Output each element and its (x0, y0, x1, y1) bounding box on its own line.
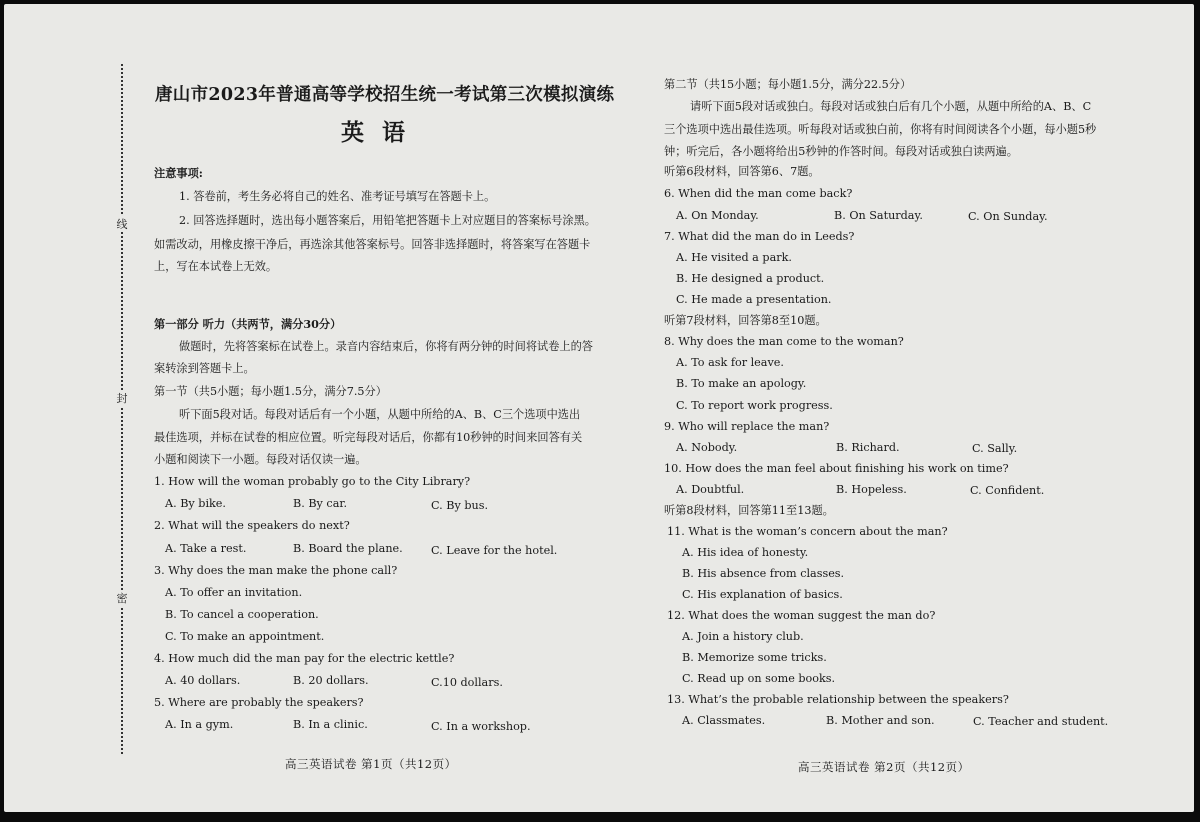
question-10: 10. How does the man feel about finishing his work on time? (664, 462, 1009, 475)
part1-heading: 第一部分 听力（共两节，满分30分） (154, 317, 342, 331)
q5-option-a: A. In a gym. (165, 718, 234, 731)
binding-mark-xian: 线 (113, 216, 131, 232)
q12-option-b: B. Memorize some tricks. (682, 651, 827, 664)
q2-option-a: A. Take a rest. (165, 542, 247, 555)
section1-intro-c: 小题和阅读下一小题。每段对话仅读一遍。 (154, 453, 367, 466)
section2-intro-c: 钟；听完后，各小题将给出5秒钟的作答时间。每段对话或独白读两遍。 (664, 145, 1018, 158)
q2-option-b: B. Board the plane. (293, 542, 403, 555)
page-1-footer: 高三英语试卷 第1页（共12页） (285, 757, 457, 771)
question-2: 2. What will the speakers do next? (154, 519, 350, 532)
question-5: 5. Where are probably the speakers? (154, 696, 364, 709)
page-2-footer: 高三英语试卷 第2页（共12页） (798, 760, 970, 774)
q8-option-a: A. To ask for leave. (676, 356, 784, 369)
question-8: 8. Why does the man come to the woman? (664, 335, 904, 348)
subject-title: 英语 (341, 119, 423, 146)
part1-intro-a: 做题时，先将答案标在试卷上。录音内容结束后，你将有两分钟的时间将试卷上的答 (179, 340, 593, 353)
binding-mark-mi: 密 (113, 590, 131, 606)
notice-item-2a: 2. 回答选择题时，选出每小题答案后，用铅笔把答题卡上对应题目的答案标号涂黑。 (179, 214, 596, 227)
q11-option-a: A. His idea of honesty. (682, 546, 809, 559)
question-4: 4. How much did the man pay for the electric kettle? (154, 652, 455, 665)
material-6: 听第6段材料，回答第6、7题。 (664, 165, 820, 178)
question-6: 6. When did the man come back? (664, 187, 853, 200)
q4-option-a: A. 40 dollars. (165, 674, 241, 687)
q10-option-a: A. Doubtful. (676, 483, 745, 496)
section2-intro-b: 三个选项中选出最佳选项。听每段对话或独白前，你将有时间阅读各个小题，每小题5秒 (664, 123, 1097, 136)
q9-option-b: B. Richard. (836, 441, 900, 454)
notice-heading: 注意事项: (154, 166, 203, 180)
q5-option-c: C. In a workshop. (431, 720, 531, 733)
q1-option-c: C. By bus. (431, 499, 489, 512)
notice-item-1: 1. 答卷前，考生务必将自己的姓名、准考证号填写在答题卡上。 (179, 190, 496, 203)
q7-option-c: C. He made a presentation. (676, 293, 832, 306)
question-9: 9. Who will replace the man? (664, 420, 830, 433)
binding-line (121, 64, 123, 754)
material-7: 听第7段材料，回答第8至10题。 (664, 314, 827, 327)
q7-option-a: A. He visited a park. (676, 251, 792, 264)
q6-option-a: A. On Monday. (676, 209, 759, 222)
q1-option-b: B. By car. (293, 497, 348, 510)
q13-option-a: A. Classmates. (682, 714, 766, 727)
q12-option-c: C. Read up on some books. (682, 672, 836, 685)
q5-option-b: B. In a clinic. (293, 718, 368, 731)
q4-option-b: B. 20 dollars. (293, 674, 369, 687)
question-12: 12. What does the woman suggest the man do? (667, 609, 936, 622)
part1-intro-b: 案转涂到答题卡上。 (154, 362, 255, 375)
section2-intro-a: 请听下面5段对话或独白。每段对话或独白后有几个小题，从题中所给的A、B、C (690, 100, 1092, 113)
q1-option-a: A. By bike. (165, 497, 226, 510)
q10-option-c: C. Confident. (970, 484, 1045, 497)
q13-option-b: B. Mother and son. (826, 714, 935, 727)
q6-option-c: C. On Sunday. (968, 210, 1048, 223)
question-7: 7. What did the man do in Leeds? (664, 230, 855, 243)
exam-sheet (4, 4, 1194, 812)
q6-option-b: B. On Saturday. (834, 209, 923, 222)
q3-option-c: C. To make an appointment. (165, 630, 325, 643)
q4-option-c: C.10 dollars. (431, 676, 503, 689)
q11-option-c: C. His explanation of basics. (682, 588, 843, 601)
question-11: 11. What is the woman’s concern about the man? (667, 525, 948, 538)
q8-option-c: C. To report work progress. (676, 399, 833, 412)
question-13: 13. What’s the probable relationship between the speakers? (667, 693, 1009, 706)
q9-option-c: C. Sally. (972, 442, 1018, 455)
material-8: 听第8段材料，回答第11至13题。 (664, 504, 834, 517)
notice-item-2b: 如需改动，用橡皮擦干净后，再选涂其他答案标号。回答非选择题时，将答案写在答题卡 (154, 238, 591, 251)
section1-heading: 第一节（共5小题；每小题1.5分，满分7.5分） (154, 385, 387, 398)
q12-option-a: A. Join a history club. (682, 630, 804, 643)
q3-option-b: B. To cancel a cooperation. (165, 608, 319, 621)
binding-mark-feng: 封 (113, 390, 131, 406)
exam-title: 唐山市2023年普通高等学校招生统一考试第三次模拟演练 (155, 85, 615, 105)
q11-option-b: B. His absence from classes. (682, 567, 845, 580)
q2-option-c: C. Leave for the hotel. (431, 544, 558, 557)
notice-item-2c: 上，写在本试卷上无效。 (154, 260, 278, 273)
q3-option-a: A. To offer an invitation. (165, 586, 303, 599)
question-3: 3. Why does the man make the phone call? (154, 564, 398, 577)
section2-heading: 第二节（共15小题；每小题1.5分，满分22.5分） (664, 78, 912, 91)
q10-option-b: B. Hopeless. (836, 483, 907, 496)
question-1: 1. How will the woman probably go to the City Library? (154, 475, 471, 488)
q7-option-b: B. He designed a product. (676, 272, 825, 285)
q13-option-c: C. Teacher and student. (973, 715, 1109, 728)
q9-option-a: A. Nobody. (676, 441, 738, 454)
section1-intro-a: 听下面5段对话。每段对话后有一个小题，从题中所给的A、B、C三个选项中选出 (179, 408, 581, 421)
section1-intro-b: 最佳选项，并标在试卷的相应位置。听完每段对话后，你都有10秒钟的时间来回答有关 (154, 431, 583, 444)
q8-option-b: B. To make an apology. (676, 377, 807, 390)
